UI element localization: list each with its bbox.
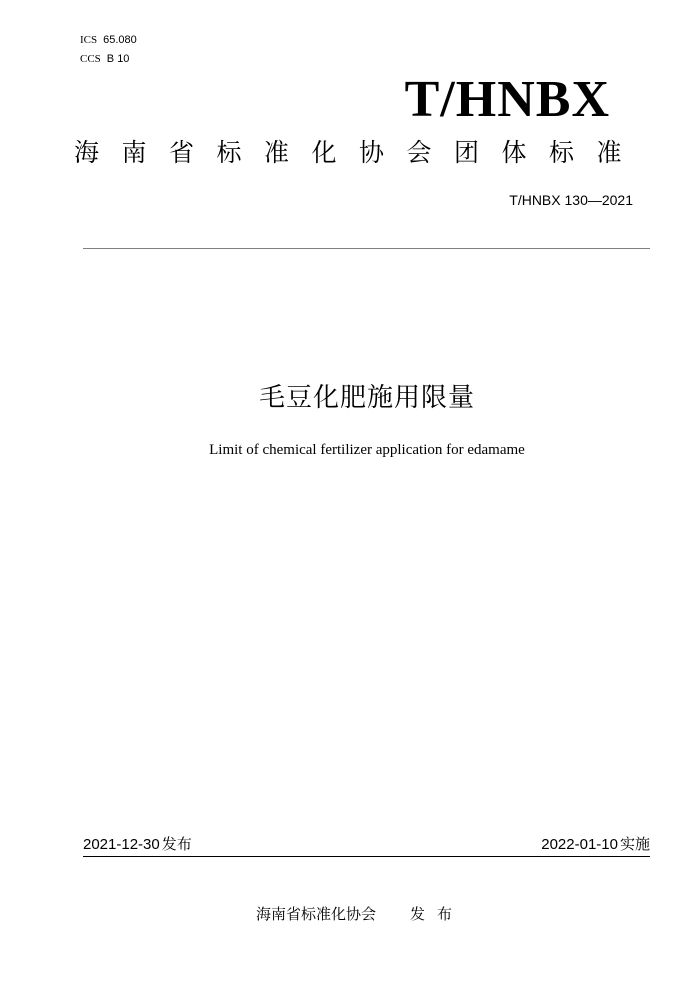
- header-divider: [83, 248, 650, 249]
- standard-logo: T/HNBX: [404, 71, 610, 128]
- standard-number: T/HNBX 130—2021: [509, 192, 633, 208]
- ics-classification: [80, 33, 137, 47]
- standard-category-title: 海南省标准化协会团体标准: [74, 138, 645, 167]
- ics-label: ICS: [80, 34, 98, 46]
- document-title-english: Limit of chemical fertilizer application for edamame: [209, 442, 525, 458]
- footer-divider: [83, 856, 650, 857]
- document-title-chinese: 毛豆化肥施用限量: [258, 383, 475, 413]
- implementation-date-label: 实施: [619, 835, 650, 853]
- ccs-code: B 10: [106, 53, 130, 65]
- publish-date-value: 2021-12-30: [83, 836, 160, 853]
- publisher-action: 发布: [410, 905, 465, 923]
- ccs-classification: [80, 52, 129, 66]
- publish-date: [83, 834, 192, 855]
- publisher-organization: 海南省标准化协会: [256, 905, 377, 923]
- implementation-date-value: 2022-01-10: [541, 836, 618, 853]
- ics-code: 65.080: [103, 34, 137, 46]
- publisher-line: [256, 904, 464, 924]
- publish-date-label: 发布: [161, 835, 192, 853]
- ccs-label: CCS: [80, 53, 101, 65]
- implementation-date: [541, 834, 650, 855]
